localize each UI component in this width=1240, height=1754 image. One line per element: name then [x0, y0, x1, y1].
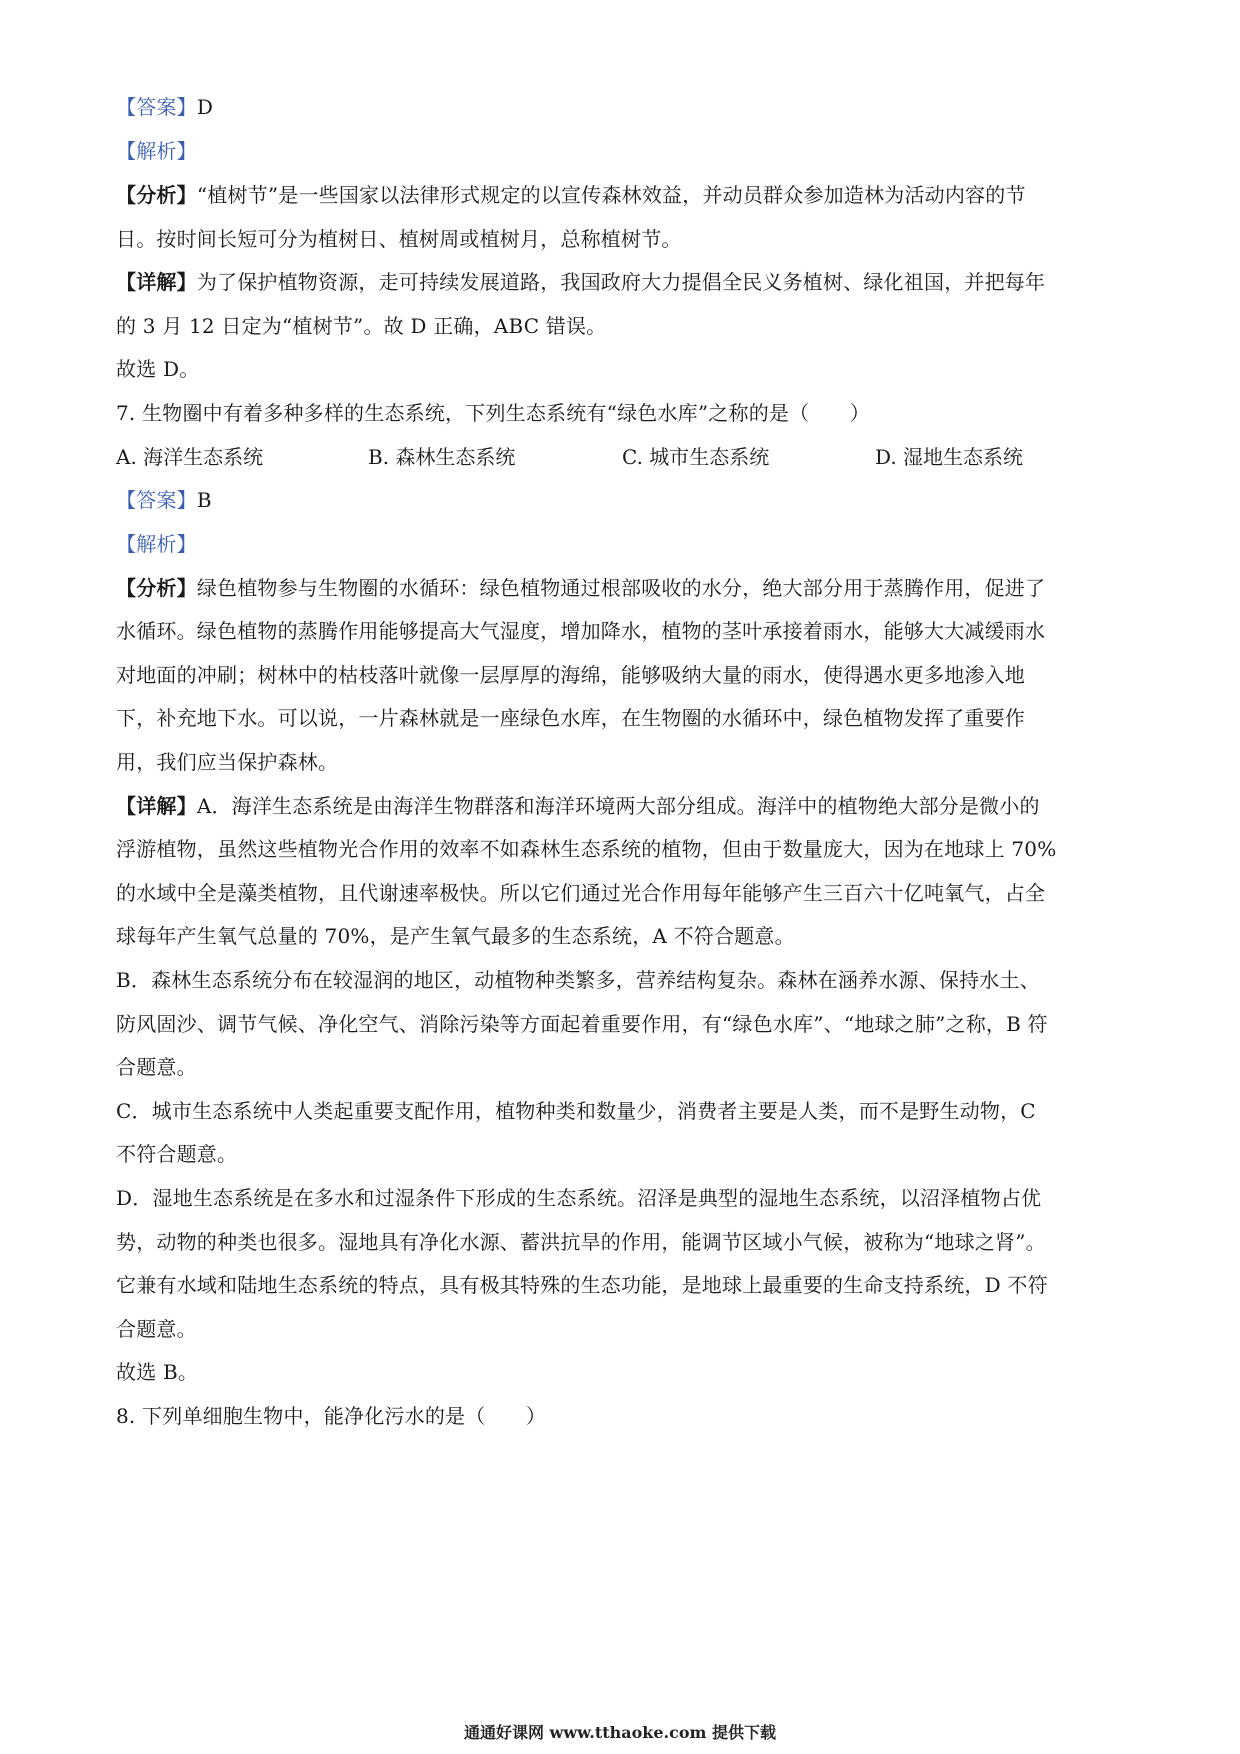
q6-answer: [116, 93, 1126, 121]
q7-xiangjie-line-7: 合题意。: [116, 1055, 197, 1079]
q6-xiangjie-line-2: 的 3 月 12 日定为“植树节”。故 D 正确，ABC 错误。: [116, 314, 607, 338]
xiangjie-tag: 【详解】: [116, 794, 197, 818]
q7-xiangjie-line-6: 防风固沙、调节气候、净化空气、消除污染等方面起着重要作用，有“绿色水库”、“地球之肺”之称，B 符: [116, 1012, 1048, 1036]
answer-tag: 【答案】: [116, 95, 197, 119]
q7-xiangjie-line-11: 势，动物的种类也很多。湿地具有净化水源、蓄洪抗旱的作用，能调节区域小气候，被称为“地球之肾”。: [116, 1230, 1046, 1254]
fenxi-tag: 【分析】: [116, 183, 197, 207]
answer-value: D: [196, 95, 214, 119]
q8-question: 8. 下列单细胞生物中，能净化污水的是（ ）: [116, 1404, 547, 1428]
q7-xiangjie-line-1: [116, 792, 1126, 820]
answer-tag: 【答案】: [116, 488, 197, 512]
q7-xiangjie-line-10: D．湿地生态系统是在多水和过湿条件下形成的生态系统。沼泽是典型的湿地生态系统，以沼泽植物占优: [116, 1186, 1042, 1210]
q7-xiangjie-line-9: 不符合题意。: [116, 1142, 238, 1166]
q7-xiangjie-line-8: C．城市生态系统中人类起重要支配作用，植物种类和数量少，消费者主要是人类，而不是野生动物，C: [116, 1099, 1036, 1123]
q7-option-b: B. 森林生态系统: [368, 445, 516, 469]
xiangjie-text: A．海洋生态系统是由海洋生物群落和海洋环境两大部分组成。海洋中的植物绝大部分是微小的: [196, 794, 1040, 818]
q6-analysis-tag: 【解析】: [116, 139, 197, 163]
q7-xiangjie-line-4: 球每年产生氧气总量的 70%，是产生氧气最多的生态系统，A 不符合题意。: [116, 924, 795, 948]
q7-option-c: C. 城市生态系统: [622, 445, 770, 469]
q7-fenxi-line-3: 对地面的冲刷；树林中的枯枝落叶就像一层厚厚的海绵，能够吸纳大量的雨水，使得遇水更多地渗入地: [116, 663, 1025, 687]
q7-xiangjie-line-13: 合题意。: [116, 1317, 197, 1341]
q7-answer: [116, 486, 1126, 514]
q6-xiangjie-line-1: [116, 268, 1126, 296]
page-footer: 通通好课网 www.tthaoke.com 提供下载: [463, 1723, 777, 1742]
q6-conclusion: 故选 D。: [116, 357, 200, 381]
q7-fenxi-line-5: 用，我们应当保护森林。: [116, 750, 339, 774]
q7-conclusion: 故选 B。: [116, 1360, 199, 1384]
q7-fenxi-line-2: 水循环。绿色植物的蒸腾作用能够提高大气湿度，增加降水，植物的茎叶承接着雨水，能够大大减缓雨水: [116, 619, 1046, 643]
q7-option-a: A. 海洋生态系统: [116, 445, 264, 469]
fenxi-text: “植树节”是一些国家以法律形式规定的以宣传森林效益，并动员群众参加造林为活动内容的节: [196, 183, 1026, 207]
q7-xiangjie-line-12: 它兼有水域和陆地生态系统的特点，具有极其特殊的生态功能，是地球上最重要的生命支持系统，D 不符: [116, 1273, 1048, 1297]
q7-fenxi-line-1: [116, 574, 1126, 602]
answer-value: B: [196, 488, 212, 512]
q7-analysis-tag: 【解析】: [116, 532, 197, 556]
q7-option-d: D. 湿地生态系统: [875, 445, 1024, 469]
q6-fenxi-line-1: [116, 181, 1126, 209]
q7-xiangjie-line-5: B．森林生态系统分布在较湿润的地区，动植物种类繁多，营养结构复杂。森林在涵养水源、保持水土、: [116, 968, 1040, 992]
xiangjie-text: 为了保护植物资源，走可持续发展道路，我国政府大力提倡全民义务植树、绿化祖国，并把每年: [196, 270, 1046, 294]
q6-fenxi-line-2: 日。按时间长短可分为植树日、植树周或植树月，总称植树节。: [116, 227, 682, 251]
q7-xiangjie-line-3: 的水域中全是藻类植物，且代谢速率极快。所以它们通过光合作用每年能够产生三百六十亿吨氧气，占全: [116, 881, 1046, 905]
q7-fenxi-line-4: 下，补充地下水。可以说，一片森林就是一座绿色水库，在生物圈的水循环中，绿色植物发挥了重要作: [116, 706, 1025, 730]
fenxi-text: 绿色植物参与生物圈的水循环：绿色植物通过根部吸收的水分，绝大部分用于蒸腾作用，促进了: [196, 576, 1046, 600]
xiangjie-tag: 【详解】: [116, 270, 197, 294]
fenxi-tag: 【分析】: [116, 576, 197, 600]
q7-xiangjie-line-2: 浮游植物，虽然这些植物光合作用的效率不如森林生态系统的植物，但由于数量庞大，因为在地球上 70%: [116, 837, 1057, 861]
q7-question: 7. 生物圈中有着多种多样的生态系统，下列生态系统有“绿色水库”之称的是（ ）: [116, 401, 870, 425]
